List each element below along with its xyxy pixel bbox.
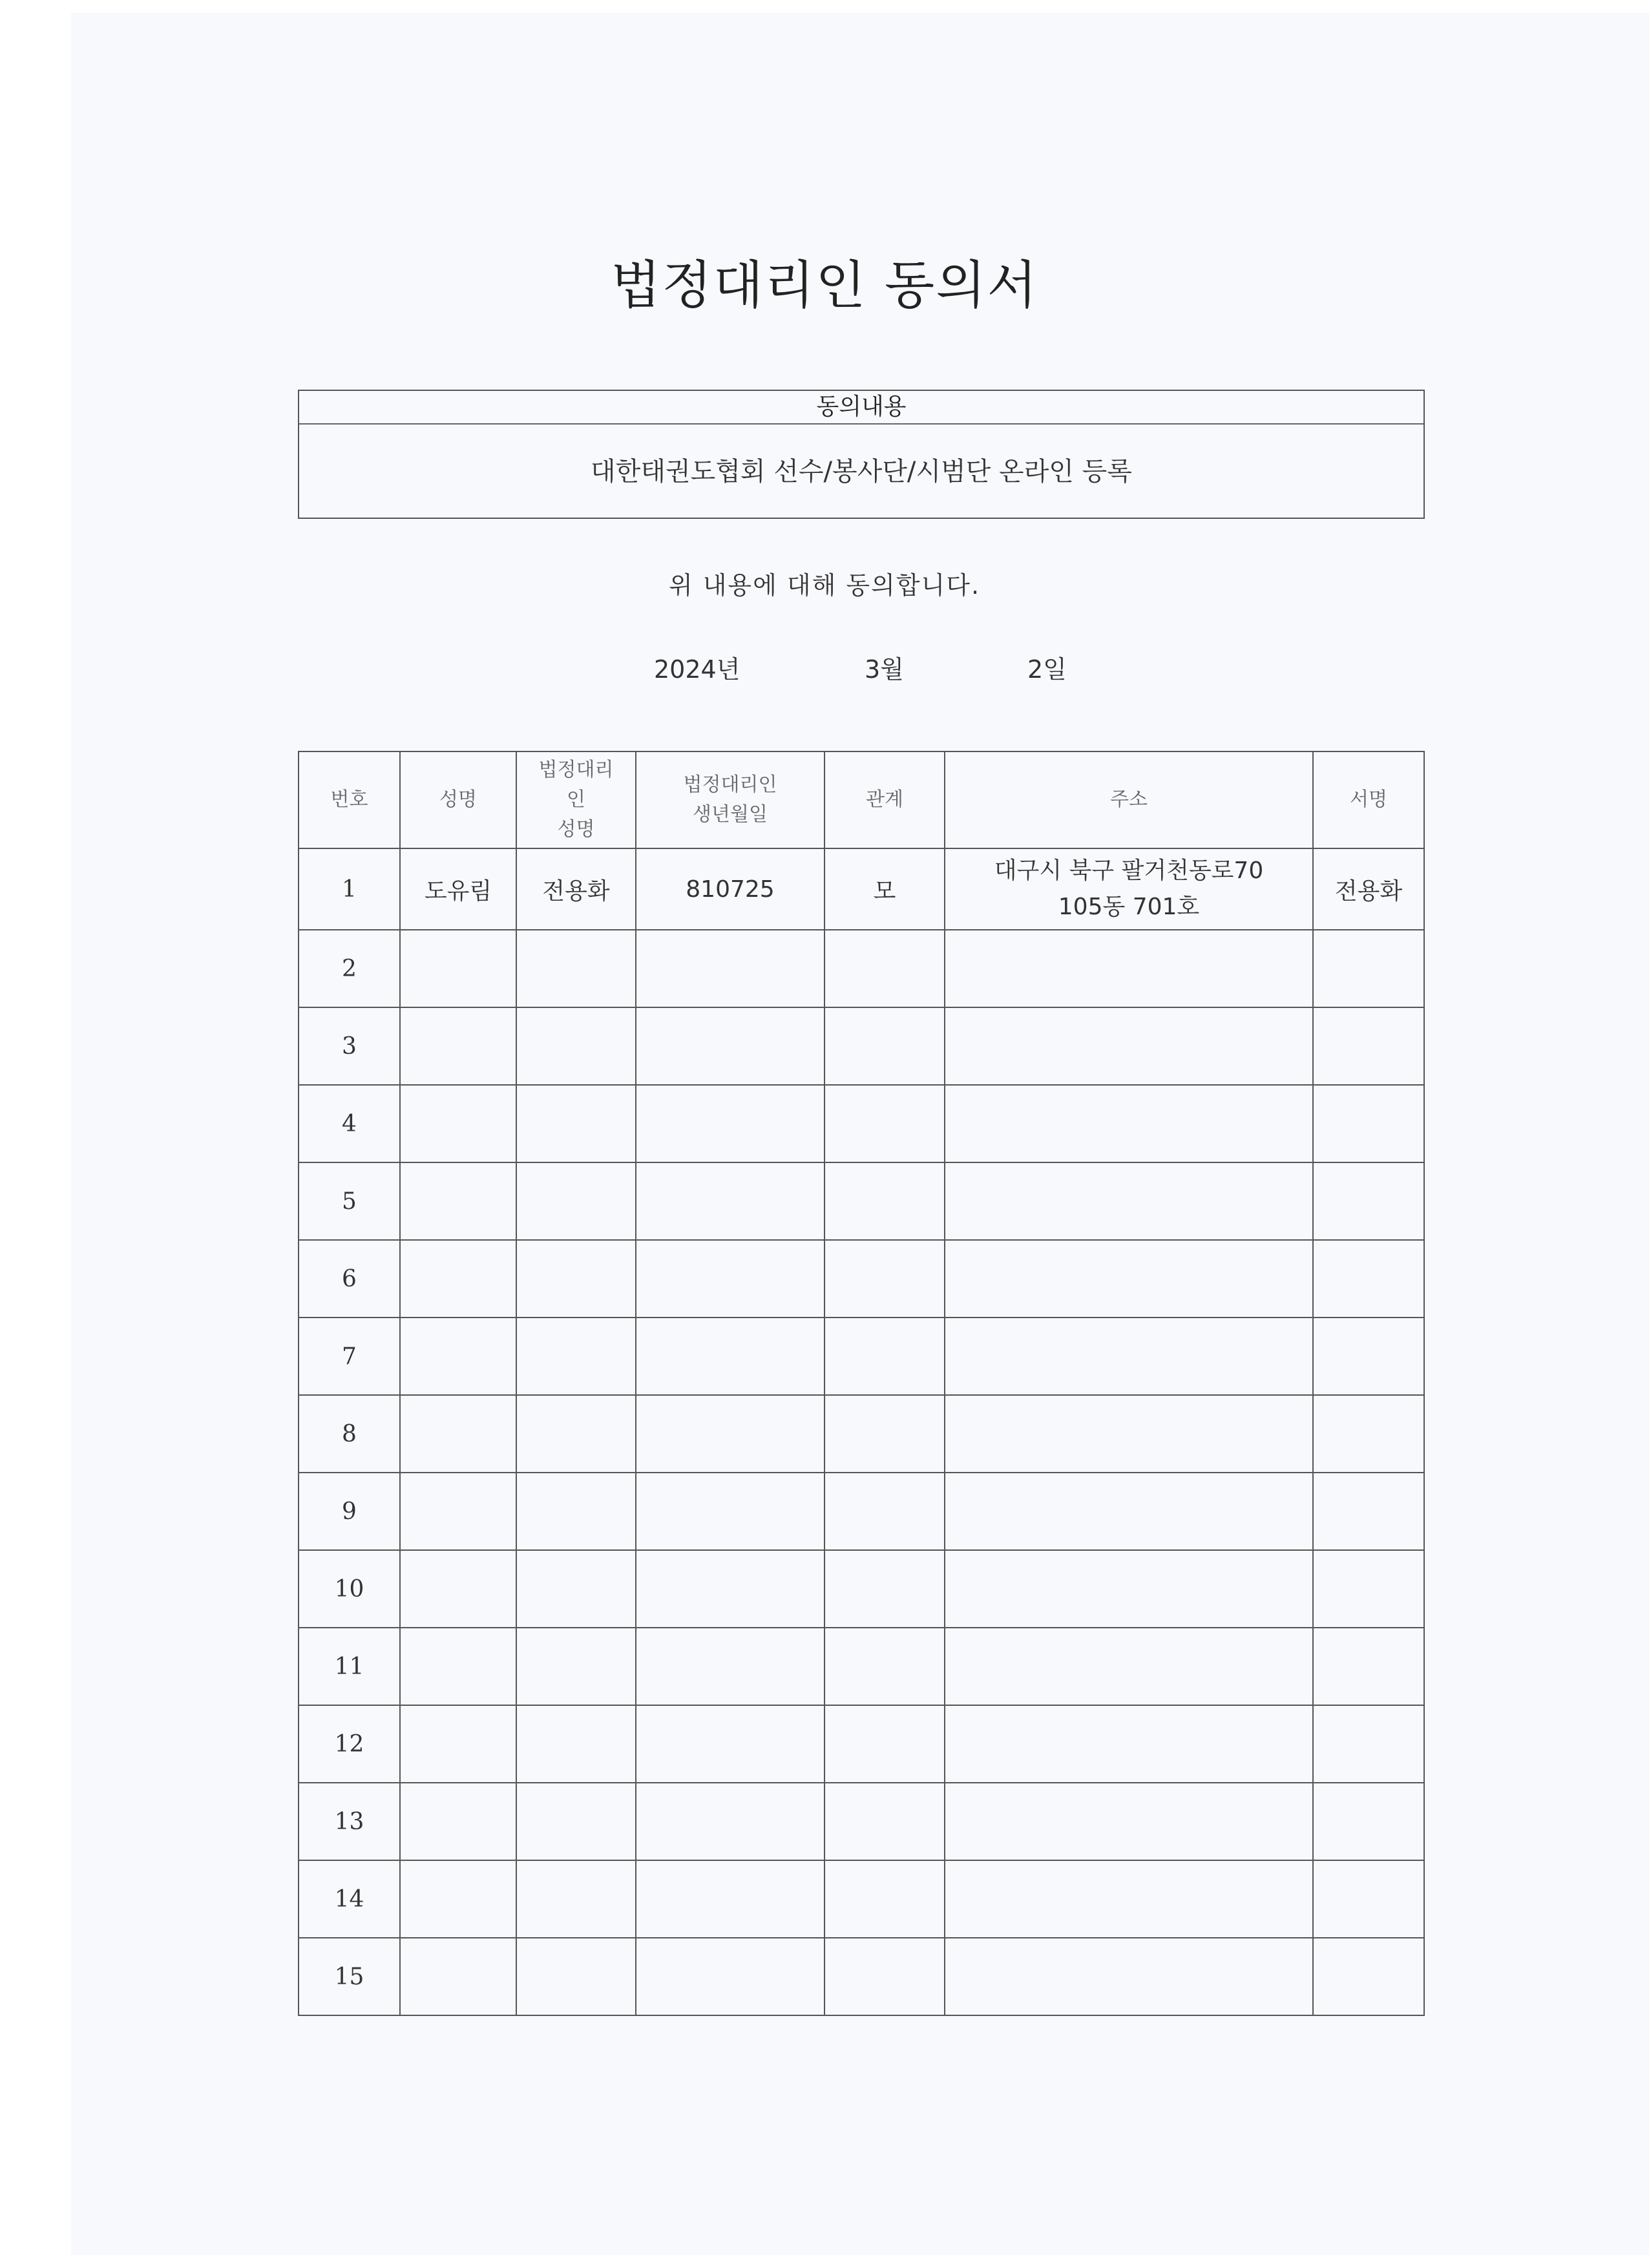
signature-cell — [1313, 1007, 1424, 1085]
header-guardian-name-line: 인 — [567, 788, 585, 811]
guardian-birthdate-cell — [636, 1550, 824, 1628]
row-number-cell: 8 — [299, 1395, 400, 1473]
relation-cell — [824, 1628, 945, 1705]
address-line: 대구시 북구 팔거천동로70 — [994, 857, 1264, 884]
signature-cell: 전용화 — [1313, 848, 1424, 930]
document-title: 법정대리인 동의서 — [611, 255, 1038, 315]
guardian-name-cell — [516, 1550, 636, 1628]
row-number-cell: 5 — [299, 1162, 400, 1240]
guardian-birthdate-cell — [636, 1473, 824, 1550]
relation-cell — [824, 1550, 945, 1628]
address-cell — [945, 1240, 1313, 1318]
address-cell — [945, 1162, 1313, 1240]
table-row — [299, 1395, 1424, 1473]
guardian-birthdate-cell — [636, 1783, 824, 1860]
signature-cell — [1313, 1628, 1424, 1705]
table-row — [299, 1550, 1424, 1628]
relation-cell — [824, 1473, 945, 1550]
guardian-name-cell — [516, 1085, 636, 1162]
address-cell — [945, 1085, 1313, 1162]
guardian-roster-table — [298, 751, 1425, 2016]
header-number: 번호 — [299, 751, 400, 848]
student-name-cell: 도유림 — [400, 848, 516, 930]
guardian-birthdate-cell — [636, 930, 824, 1007]
table-row — [299, 1318, 1424, 1395]
relation-cell: 모 — [824, 848, 945, 930]
address-cell — [945, 1628, 1313, 1705]
signature-cell — [1313, 1395, 1424, 1473]
table-header-row — [299, 751, 1424, 848]
guardian-birthdate-cell — [636, 1860, 824, 1938]
address-cell — [945, 1550, 1313, 1628]
relation-cell — [824, 1162, 945, 1240]
student-name-cell — [400, 1705, 516, 1783]
header-guardian-name-line: 법정대리 — [538, 759, 614, 781]
table-row — [299, 1705, 1424, 1783]
row-number-cell: 3 — [299, 1007, 400, 1085]
row-number-cell: 14 — [299, 1860, 400, 1938]
table-row — [299, 1783, 1424, 1860]
header-signature: 서명 — [1313, 751, 1424, 848]
consent-box — [298, 390, 1425, 519]
row-number-cell: 15 — [299, 1938, 400, 2015]
header-guardian-name-line: 성명 — [557, 818, 595, 841]
table-row — [299, 1007, 1424, 1085]
relation-cell — [824, 1007, 945, 1085]
guardian-name-cell — [516, 1162, 636, 1240]
address-cell — [945, 848, 1313, 930]
signature-cell — [1313, 1240, 1424, 1318]
header-relation: 관계 — [824, 751, 945, 848]
guardian-name-cell — [516, 1007, 636, 1085]
relation-cell — [824, 1395, 945, 1473]
student-name-cell — [400, 1860, 516, 1938]
guardian-name-cell — [516, 1628, 636, 1705]
row-number-cell: 6 — [299, 1240, 400, 1318]
signature-cell — [1313, 1473, 1424, 1550]
signature-cell — [1313, 1938, 1424, 2015]
address-cell — [945, 1007, 1313, 1085]
table-row — [299, 1473, 1424, 1550]
row-number-cell: 4 — [299, 1085, 400, 1162]
student-name-cell — [400, 1162, 516, 1240]
date-month: 3월 — [865, 655, 904, 684]
row-number-cell: 1 — [299, 848, 400, 930]
student-name-cell — [400, 1318, 516, 1395]
guardian-name-cell — [516, 1318, 636, 1395]
signature-cell — [1313, 1550, 1424, 1628]
guardian-birthdate-cell — [636, 1938, 824, 2015]
address-cell — [945, 1860, 1313, 1938]
guardian-birthdate-cell — [636, 1240, 824, 1318]
row-number-cell: 2 — [299, 930, 400, 1007]
student-name-cell — [400, 930, 516, 1007]
table-row — [299, 1240, 1424, 1318]
table-row — [299, 1860, 1424, 1938]
relation-cell — [824, 930, 945, 1007]
student-name-cell — [400, 1938, 516, 2015]
agreement-statement: 위 내용에 대해 동의합니다. — [668, 571, 981, 600]
guardian-name-cell — [516, 1705, 636, 1783]
guardian-name-cell — [516, 1938, 636, 2015]
header-guardian-name — [516, 751, 636, 848]
student-name-cell — [400, 1783, 516, 1860]
guardian-birthdate-cell: 810725 — [636, 848, 824, 930]
student-name-cell — [400, 1550, 516, 1628]
student-name-cell — [400, 1240, 516, 1318]
guardian-birthdate-cell — [636, 1395, 824, 1473]
guardian-birthdate-cell — [636, 1628, 824, 1705]
relation-cell — [824, 1240, 945, 1318]
row-number-cell: 12 — [299, 1705, 400, 1783]
student-name-cell — [400, 1085, 516, 1162]
guardian-birthdate-cell — [636, 1162, 824, 1240]
header-address: 주소 — [945, 751, 1313, 848]
relation-cell — [824, 1783, 945, 1860]
consent-content: 대한태권도협회 선수/봉사단/시범단 온라인 등록 — [591, 457, 1132, 487]
table-body — [299, 848, 1424, 2015]
guardian-name-cell — [516, 1240, 636, 1318]
signature-cell — [1313, 1318, 1424, 1395]
table-row — [299, 1162, 1424, 1240]
table-row — [299, 1938, 1424, 2015]
address-cell — [945, 1705, 1313, 1783]
student-name-cell — [400, 1395, 516, 1473]
relation-cell — [824, 1085, 945, 1162]
date-day: 2일 — [1027, 655, 1067, 684]
address-line: 105동 701호 — [1058, 894, 1200, 920]
student-name-cell — [400, 1007, 516, 1085]
student-name-cell — [400, 1628, 516, 1705]
table-row — [299, 1628, 1424, 1705]
guardian-name-cell — [516, 1395, 636, 1473]
header-guardian-birth-line: 생년월일 — [693, 803, 768, 826]
relation-cell — [824, 1705, 945, 1783]
header-guardian-birth — [636, 751, 824, 848]
guardian-birthdate-cell — [636, 1007, 824, 1085]
guardian-name-cell: 전용화 — [516, 848, 636, 930]
date-year: 2024년 — [654, 655, 740, 684]
guardian-name-cell — [516, 1783, 636, 1860]
guardian-birthdate-cell — [636, 1318, 824, 1395]
relation-cell — [824, 1318, 945, 1395]
consent-heading: 동의내용 — [299, 391, 1423, 425]
guardian-name-cell — [516, 930, 636, 1007]
guardian-name-cell — [516, 1473, 636, 1550]
address-cell — [945, 1783, 1313, 1860]
table-row — [299, 848, 1424, 930]
guardian-name-cell — [516, 1860, 636, 1938]
table-row — [299, 1085, 1424, 1162]
student-name-cell — [400, 1473, 516, 1550]
signature-cell — [1313, 1860, 1424, 1938]
signature-cell — [1313, 1162, 1424, 1240]
row-number-cell: 10 — [299, 1550, 400, 1628]
relation-cell — [824, 1860, 945, 1938]
header-guardian-birth-line: 법정대리인 — [683, 773, 777, 796]
signature-cell — [1313, 1085, 1424, 1162]
row-number-cell: 7 — [299, 1318, 400, 1395]
address-cell — [945, 1318, 1313, 1395]
row-number-cell: 9 — [299, 1473, 400, 1550]
address-cell — [945, 1938, 1313, 2015]
signature-cell — [1313, 1783, 1424, 1860]
row-number-cell: 13 — [299, 1783, 400, 1860]
signature-cell — [1313, 930, 1424, 1007]
header-name: 성명 — [400, 751, 516, 848]
row-number-cell: 11 — [299, 1628, 400, 1705]
address-cell — [945, 1395, 1313, 1473]
table-row — [299, 930, 1424, 1007]
address-cell — [945, 1473, 1313, 1550]
address-cell — [945, 930, 1313, 1007]
guardian-birthdate-cell — [636, 1705, 824, 1783]
guardian-birthdate-cell — [636, 1085, 824, 1162]
signature-cell — [1313, 1705, 1424, 1783]
relation-cell — [824, 1938, 945, 2015]
